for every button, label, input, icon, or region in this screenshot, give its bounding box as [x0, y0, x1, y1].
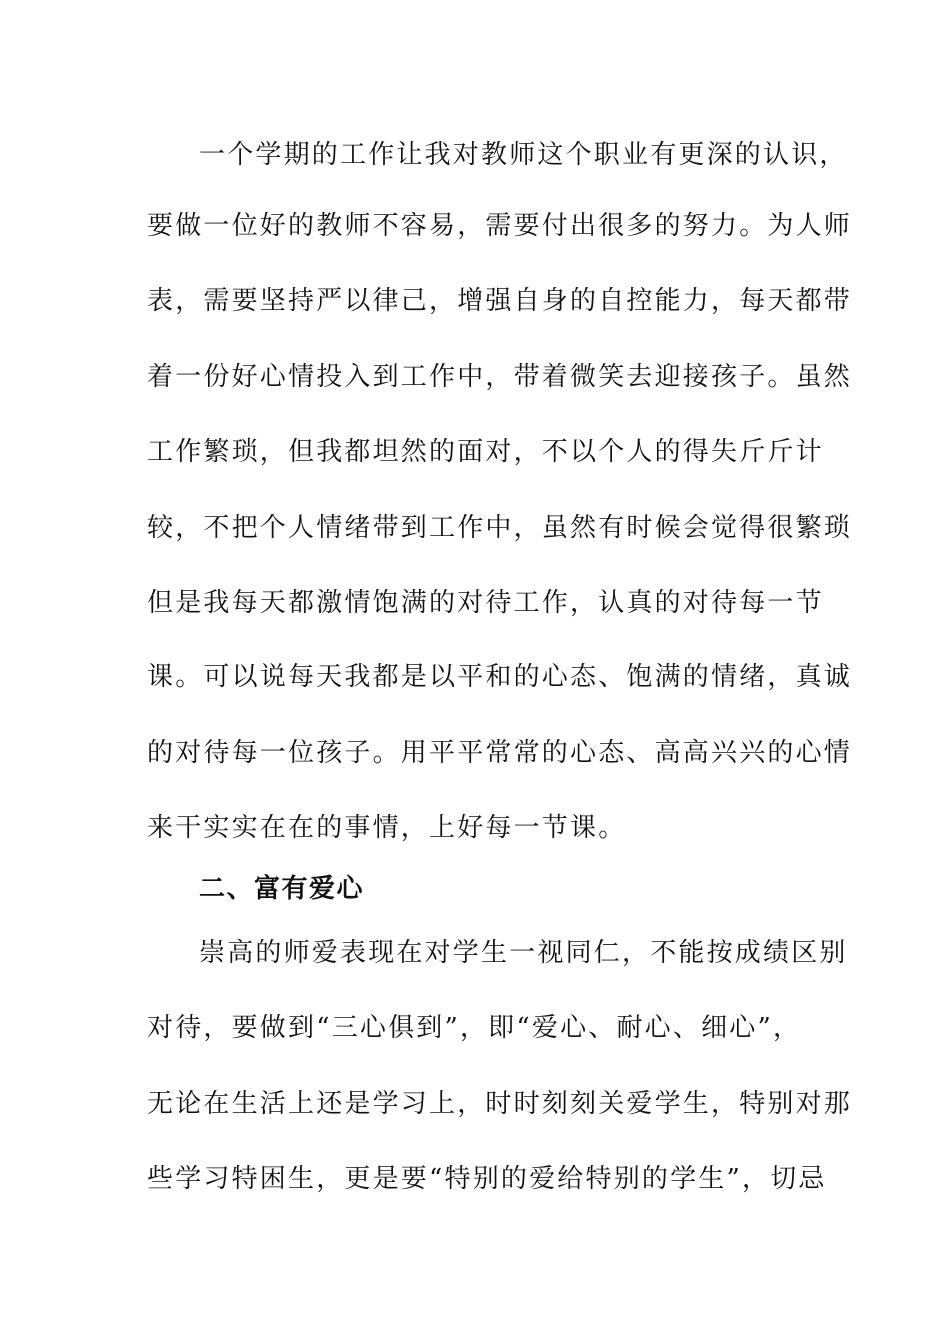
paragraph-2-line-1: 崇高的师爱表现在对学生一视同仁，不能按成绩区别	[199, 938, 848, 968]
paragraph-1-line-3: 表，需要坚持严以律己，增强自身的自控能力，每天都带	[147, 286, 853, 316]
section-heading: 二、富有爱心	[199, 874, 365, 904]
paragraph-1-line-8: 课。可以说每天我都是以平和的心态、饱满的情绪，真诚	[147, 662, 853, 692]
paragraph-1-line-7: 但是我每天都激情饱满的对待工作，认真的对待每一节	[147, 588, 824, 618]
paragraph-1-line-9: 的对待每一位孩子。用平平常常的心态、高高兴兴的心情	[147, 738, 853, 768]
paragraph-2-line-4: 些学习特困生，更是要“特别的爱给特别的学生”，切忌	[147, 1164, 827, 1194]
paragraph-1-line-5: 工作繁琐，但我都坦然的面对，不以个人的得失斤斤计	[147, 437, 824, 467]
paragraph-1-line-6: 较，不把个人情绪带到工作中，虽然有时候会觉得很繁琐	[147, 513, 853, 543]
paragraph-1-line-10: 来干实实在在的事情，上好每一节课。	[147, 813, 627, 843]
paragraph-2-line-2: 对待，要做到“三心俱到”，即“爱心、耐心、细心”，	[147, 1013, 802, 1043]
paragraph-1-line-2: 要做一位好的教师不容易，需要付出很多的努力。为人师	[147, 211, 853, 241]
paragraph-1-line-4: 着一份好心情投入到工作中，带着微笑去迎接孩子。虽然	[147, 362, 853, 392]
paragraph-2-line-3: 无论在生活上还是学习上，时时刻刻关爱学生，特别对那	[147, 1089, 853, 1119]
paragraph-1-line-1: 一个学期的工作让我对教师这个职业有更深的认识，	[199, 140, 848, 170]
